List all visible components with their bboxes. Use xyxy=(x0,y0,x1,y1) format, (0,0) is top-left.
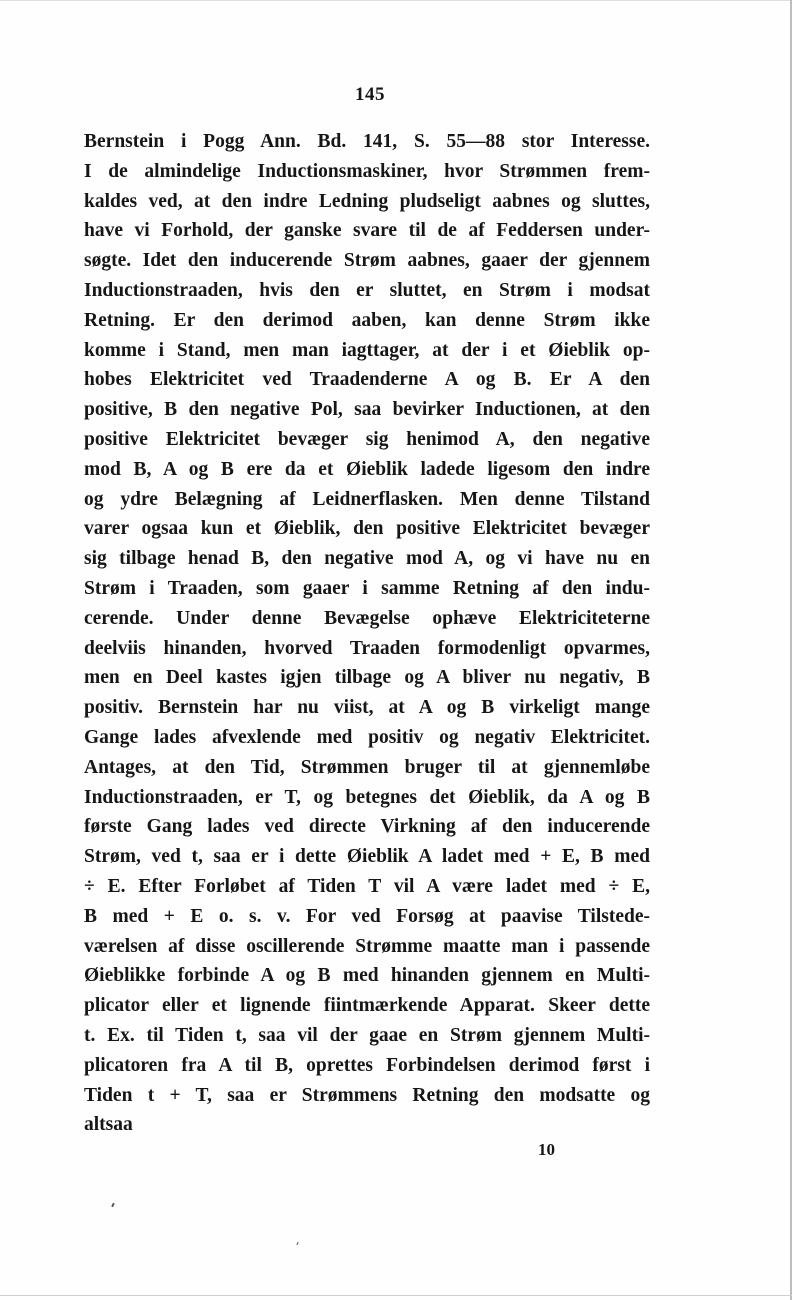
text-line: og ydre Belægning af Leidnerflasken. Men denne Tilstand xyxy=(84,488,650,510)
text-line: søgte. Idet den inducerende Strøm aabnes, gaaer der gjennem xyxy=(84,250,650,272)
text-line: hobes Elektricitet ved Traadenderne A og B. Er A den xyxy=(84,369,650,391)
text-line: Tiden t + T, saa er Strømmens Retning den modsatte og xyxy=(84,1084,650,1106)
ink-speck xyxy=(111,1203,115,1207)
page-number: 145 xyxy=(355,84,385,105)
text-line: Bernstein i Pogg Ann. Bd. 141, S. 55—88 stor Interesse. xyxy=(84,131,650,152)
text-line: Strøm, ved t, saa er i dette Øieblik A ladet med + E, B med xyxy=(84,846,650,868)
text-line: Retning. Er den derimod aaben, kan denne Strøm ikke xyxy=(84,309,650,331)
text-line: positive, B den negative Pol, saa bevirker Inductionen, at den xyxy=(84,399,650,421)
text-line: varer ogsaa kun et Øieblik, den positive Elektricitet bevæger xyxy=(84,518,650,540)
text-line: men en Deel kastes igjen tilbage og A bliver nu negativ, B xyxy=(84,667,650,689)
text-line: positive Elektricitet bevæger sig henimod A, den negative xyxy=(84,428,650,450)
signature-mark: 10 xyxy=(538,1140,555,1159)
text-line: Inductionstraaden, er T, og betegnes det Øieblik, da A og B xyxy=(84,786,650,808)
text-line: Gange lades afvexlende med positiv og negativ Elektricitet. xyxy=(84,726,650,748)
text-line: mod B, A og B ere da et Øieblik ladede ligesom den indre xyxy=(84,458,650,480)
text-line: værelsen af disse oscillerende Strømme maatte man i passende xyxy=(84,935,650,957)
text-line: cerende. Under denne Bevægelse ophæve Elektriciteterne xyxy=(84,607,650,629)
text-line: sig tilbage henad B, den negative mod A, og vi have nu en xyxy=(84,548,650,570)
scan-edge-top xyxy=(0,0,792,1)
text-line: deelviis hinanden, hvorved Traaden formodenligt opvarmes, xyxy=(84,637,650,659)
text-line: t. Ex. til Tiden t, saa vil der gaae en Strøm gjennem Multi- xyxy=(84,1024,650,1046)
text-line: positiv. Bernstein har nu viist, at A og B virkeligt mange xyxy=(84,697,650,719)
text-line: Øieblikke forbinde A og B med hinanden gjennem en Multi- xyxy=(84,965,650,987)
text-line: Strøm i Traaden, som gaaer i samme Retning af den indu- xyxy=(84,577,650,599)
text-line: plicator eller et lignende fiintmærkende Apparat. Skeer dette xyxy=(84,995,650,1017)
text-line: første Gang lades ved directe Virkning af den inducerende xyxy=(84,816,650,838)
text-line: altsaa xyxy=(84,1114,133,1136)
text-line: Inductionstraaden, hvis den er sluttet, en Strøm i modsat xyxy=(84,279,650,301)
text-line: B med + E o. s. v. For ved Forsøg at paavise Tilstede- xyxy=(84,905,650,927)
body-text xyxy=(84,127,650,1140)
scan-edge-bottom xyxy=(0,1295,792,1296)
text-line: plicatoren fra A til B, oprettes Forbindelsen derimod først i xyxy=(84,1054,650,1076)
text-line: have vi Forhold, der ganske svare til de af Feddersen under- xyxy=(84,220,650,242)
text-line: kaldes ved, at den indre Ledning pludseligt aabnes og sluttes, xyxy=(84,190,650,212)
ink-speck xyxy=(296,1242,298,1245)
text-line: I de almindelige Inductionsmaskiner, hvor Strømmen frem- xyxy=(84,160,650,182)
text-line: ÷ E. Efter Forløbet af Tiden T vil A være ladet med ÷ E, xyxy=(84,875,650,897)
text-line: Antages, at den Tid, Strømmen bruger til at gjennemløbe xyxy=(84,756,650,778)
text-line: komme i Stand, men man iagttager, at der i et Øieblik op- xyxy=(84,339,650,361)
